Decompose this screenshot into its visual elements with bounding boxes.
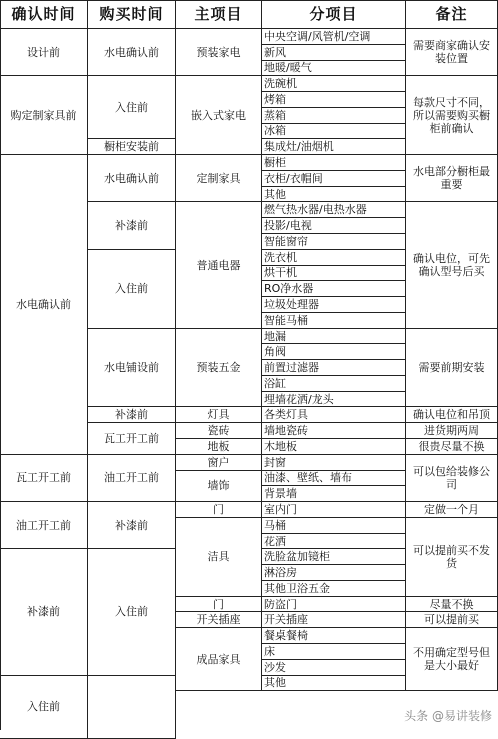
column-header: 分项目 xyxy=(262,0,406,29)
sub-item-cell: 智能马桶 xyxy=(262,313,406,329)
sub-item-cell: 室内门 xyxy=(262,502,406,518)
purchase-time-cell: 水电确认前 xyxy=(88,29,176,76)
sub-item-cell: 烘干机 xyxy=(262,266,406,282)
remark-cell: 需要商家确认安装位置 xyxy=(406,29,498,76)
sub-item-cell: 橱柜 xyxy=(262,155,406,171)
sub-item-cell: 垃圾处理器 xyxy=(262,297,406,313)
sub-item-cell: 洗碗机 xyxy=(262,76,406,92)
main-item-cell: 窗户 xyxy=(176,455,262,471)
watermark-text: 头条 @易讲装修 xyxy=(404,709,492,723)
main-item-cell: 门 xyxy=(176,597,262,613)
main-item-cell: 定制家具 xyxy=(176,155,262,202)
sub-item-cell: 淋浴房 xyxy=(262,565,406,581)
remark-cell: 不用确定型号但是大小最好 xyxy=(406,628,498,691)
sub-item-cell: 烤箱 xyxy=(262,92,406,108)
sub-item-cell: 油漆、壁纸、墙布 xyxy=(262,471,406,487)
remark-cell: 尽量不换 xyxy=(406,597,498,613)
main-item-cell: 成品家具 xyxy=(176,628,262,691)
sub-item-cell: 埋墙花洒/龙头 xyxy=(262,392,406,408)
main-item-cell: 门 xyxy=(176,502,262,518)
remark-cell: 需要前期安装 xyxy=(406,329,498,408)
sub-item-cell: 其他 xyxy=(262,187,406,203)
main-item-cell: 洁具 xyxy=(176,518,262,597)
remark-cell: 定做一个月 xyxy=(406,502,498,518)
sub-item-cell: 投影/电视 xyxy=(262,218,406,234)
sub-item-cell: RO净水器 xyxy=(262,281,406,297)
sub-item-cell: 角阀 xyxy=(262,344,406,360)
main-item-cell: 预装家电 xyxy=(176,29,262,76)
sub-item-cell: 木地板 xyxy=(262,439,406,455)
sub-item-cell: 各类灯具 xyxy=(262,407,406,423)
remark-cell: 可以提前买不发货 xyxy=(406,518,498,597)
column-header: 主项目 xyxy=(176,0,262,29)
sub-item-cell: 洗脸盆加镜柜 xyxy=(262,549,406,565)
main-item-cell: 普通电器 xyxy=(176,202,262,328)
purchase-time-cell: 油工开工前 xyxy=(88,455,176,502)
confirm-time-cell: 购定制家具前 xyxy=(0,76,88,155)
remark-cell: 每款尺寸不同，所以需要购买橱柜前确认 xyxy=(406,76,498,155)
main-item-cell: 灯具 xyxy=(176,407,262,423)
remark-cell: 可以包给装修公司 xyxy=(406,455,498,502)
confirm-time-cell: 入住前 xyxy=(0,676,88,739)
sub-item-cell: 地暖/暖气 xyxy=(262,61,406,77)
main-item-cell: 墙饰 xyxy=(176,471,262,503)
sub-item-cell: 封窗 xyxy=(262,455,406,471)
sub-item-cell: 衣柜/衣帽间 xyxy=(262,171,406,187)
remark-cell: 确认电位和吊顶 xyxy=(406,407,498,423)
sub-item-cell: 地漏 xyxy=(262,329,406,345)
confirm-time-cell: 水电确认前 xyxy=(0,155,88,455)
purchase-time-cell: 补漆前 xyxy=(88,407,176,423)
column-header: 确认时间 xyxy=(0,0,88,29)
main-item-cell: 地板 xyxy=(176,439,262,455)
sub-item-cell: 床 xyxy=(262,644,406,660)
column-header: 备注 xyxy=(406,0,498,29)
sub-item-cell: 餐桌餐椅 xyxy=(262,628,406,644)
sub-item-cell: 中央空调/风管机/空调 xyxy=(262,29,406,45)
sub-item-cell: 防盗门 xyxy=(262,597,406,613)
purchase-time-cell: 橱柜安装前 xyxy=(88,139,176,155)
sub-item-cell: 其他 xyxy=(262,676,406,692)
confirm-time-cell: 油工开工前 xyxy=(0,502,88,549)
sub-item-cell: 集成灶/油烟机 xyxy=(262,139,406,155)
main-item-cell: 预装五金 xyxy=(176,329,262,408)
confirm-time-cell: 设计前 xyxy=(0,29,88,76)
main-item-cell: 嵌入式家电 xyxy=(176,76,262,155)
sub-item-cell: 浴缸 xyxy=(262,376,406,392)
main-item-cell: 开关插座 xyxy=(176,612,262,628)
sub-item-cell: 蒸箱 xyxy=(262,108,406,124)
purchase-time-cell: 补漆前 xyxy=(88,502,176,549)
sub-item-cell: 马桶 xyxy=(262,518,406,534)
column-header: 购买时间 xyxy=(88,0,176,29)
sub-item-cell: 其他卫浴五金 xyxy=(262,581,406,597)
sub-item-cell: 背景墙 xyxy=(262,486,406,502)
confirm-time-cell: 补漆前 xyxy=(0,549,88,675)
purchase-time-cell: 水电铺设前 xyxy=(88,329,176,408)
sub-item-cell: 沙发 xyxy=(262,660,406,676)
sub-item-cell: 新风 xyxy=(262,45,406,61)
purchase-time-cell: 入住前 xyxy=(88,76,176,139)
confirm-time-cell: 瓦工开工前 xyxy=(0,455,88,502)
purchase-time-cell: 水电确认前 xyxy=(88,155,176,202)
sub-item-cell: 燃气热水器/电热水器 xyxy=(262,202,406,218)
remark-cell: 确认电位，可先确认型号后买 xyxy=(406,202,498,328)
watermark xyxy=(404,707,492,724)
purchase-time-cell: 入住前 xyxy=(88,549,176,675)
sub-item-cell: 墙地瓷砖 xyxy=(262,423,406,439)
remark-cell: 水电部分橱柜最重要 xyxy=(406,155,498,202)
purchase-time-cell: 入住前 xyxy=(88,250,176,329)
main-item-cell: 瓷砖 xyxy=(176,423,262,439)
sub-item-cell: 智能窗帘 xyxy=(262,234,406,250)
sub-item-cell: 前置过滤器 xyxy=(262,360,406,376)
purchase-time-cell xyxy=(88,676,176,739)
remark-cell: 进货期两周 xyxy=(406,423,498,439)
remark-cell: 很贵尽量不换 xyxy=(406,439,498,455)
sub-item-cell: 冰箱 xyxy=(262,124,406,140)
purchase-time-cell: 瓦工开工前 xyxy=(88,423,176,455)
remark-cell: 可以提前买 xyxy=(406,612,498,628)
purchase-time-cell: 补漆前 xyxy=(88,202,176,249)
sub-item-cell: 洗衣机 xyxy=(262,250,406,266)
sub-item-cell: 开关插座 xyxy=(262,612,406,628)
sub-item-cell: 花洒 xyxy=(262,534,406,550)
